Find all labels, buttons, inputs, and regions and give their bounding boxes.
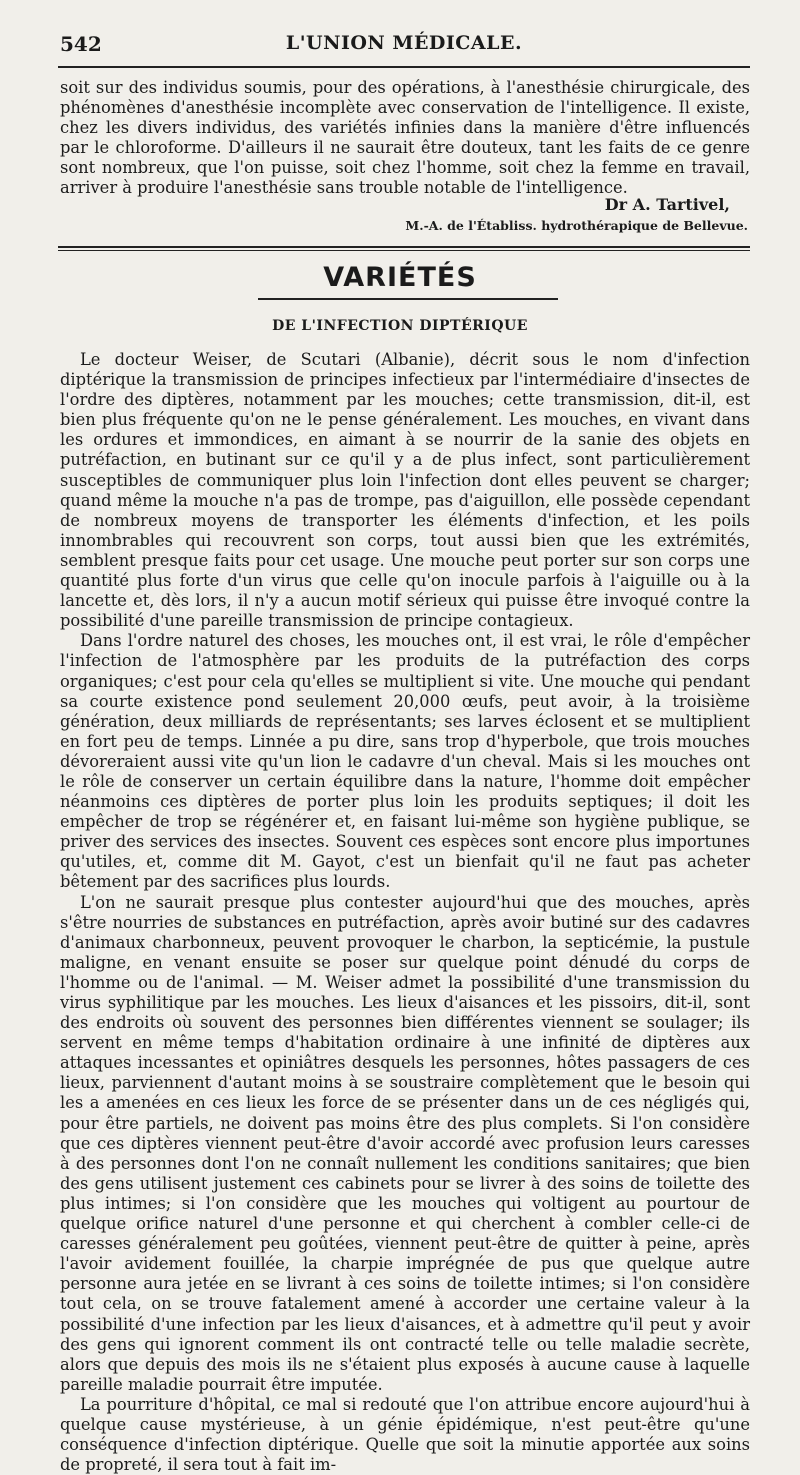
journal-title: L'UNION MÉDICALE. xyxy=(285,32,523,54)
article-title: DE L'INFECTION DIPTÉRIQUE xyxy=(272,318,528,334)
section-short-rule xyxy=(258,298,558,300)
page-header xyxy=(60,30,748,60)
page-number: 542 xyxy=(60,32,102,56)
section-rule-top xyxy=(58,246,750,248)
signature-name: Dr A. Tartivel, xyxy=(604,195,730,214)
signature-affiliation: M.-A. de l'Établiss. hydrothérapique de Bellevue. xyxy=(405,218,748,233)
intro-paragraph: soit sur des individus soumis, pour des opérations, à l'anesthésie chirurgicale, des phénomènes d'anesthésie incomplète avec conservation de l'intelligence. Il existe, chez les divers individus, des variétés infinies dans la manière d'être influencés par le chloroforme. D'ailleurs il ne saurait être douteux, tant les faits de ce genre sont nombreux, que l'on puisse, soit chez l'homme, soit chez la femme en travail, arriver à produire l'anesthésie sans trouble notable de l'intelligence. xyxy=(60,78,750,198)
article-paragraph: Dans l'ordre naturel des choses, les mouches ont, il est vrai, le rôle d'empêcher l'infection de l'atmosphère par les produits de la putréfaction des corps organiques; c'est pour cela qu'elles se multiplient si vite. Une mouche qui pendant sa courte existence pond seulement 20,000 œufs, peut avoir, à la troisième génération, deux milliards de représentants; ses larves éclosent et se multiplient en fort peu de temps. Linnée a pu dire, sans trop d'hyperbole, que trois mouches dévoreraient aussi vite qu'un lion le cadavre d'un cheval. Mais si les mouches ont le rôle de conserver un certain équilibre dans la nature, l'homme doit empêcher néanmoins ces diptères de porter plus loin les produits septiques; il doit les empêcher de trop se régénérer et, en faisant lui-même son hygiène publique, se priver des services des insectes. Souvent ces espèces sont encore plus importunes qu'utiles, et, comme dit M. Gayot, c'est un bienfait qu'il ne faut pas acheter bêtement par des sacrifices plus lourds. xyxy=(60,631,750,892)
header-rule xyxy=(58,66,750,68)
section-rule-bottom xyxy=(58,250,750,251)
article-paragraph: Le docteur Weiser, de Scutari (Albanie), décrit sous le nom d'infection diptérique la transmission de principes infectieux par l'intermédiaire d'insectes de l'ordre des diptères, notamment par les mouches; cette transmission, dit-il, est bien plus fréquente qu'on ne le pense généralement. Les mouches, en vivant dans les ordures et immondices, en aimant à se nourrir de la sanie des objets en putréfaction, en butinant sur ce qu'il y a de plus infect, sont particulièrement susceptibles de communiquer plus loin l'infection dont elles peuvent se charger; quand même la mouche n'a pas de trompe, pas d'aiguillon, elle possède cependant de nombreux moyens de transporter les éléments d'infection, et les poils innombrables qui recouvrent son corps, tout aussi bien que les extrémités, semblent presque faits pour cet usage. Une mouche peut porter sur son corps une quantité plus forte d'un virus que celle qu'on inocule parfois à l'aiguille ou à la lancette et, dès lors, il n'y a aucun motif sérieux qui puisse être invoqué contre la possibilité d'une pareille transmission de principe contagieux. xyxy=(60,350,750,631)
intro-text xyxy=(60,78,750,199)
article-body xyxy=(60,350,750,1475)
article-paragraph: L'on ne saurait presque plus contester aujourd'hui que des mouches, après s'être nourries de substances en putréfaction, après avoir butiné sur des cadavres d'animaux charbonneux, peuvent provoquer le charbon, la septicémie, la pustule maligne, en venant ensuite se poser sur quelque point dénudé du corps de l'homme ou de l'animal. — M. Weiser admet la possibilité d'une transmission du virus syphilitique par les mouches. Les lieux d'aisances et les pissoirs, dit-il, sont des endroits où souvent des personnes bien différentes viennent se soulager; ils servent en même temps d'habitation ordinaire à une infinité de diptères aux attaques incessantes et opiniâtres desquels les personnes, hôtes passagers de ces lieux, parviennent d'autant moins à se soustraire complètement que le besoin qui les a amenées en ces lieux les force de se présenter dans un de ces négligés qui, pour être partiels, ne doivent pas moins être des plus complets. Si l'on considère que ces diptères viennent peut-être d'avoir accordé avec profusion leurs caresses à des personnes dont l'on ne connaît nullement les conditions sanitaires; que bien des gens utilisent justement ces cabinets pour se livrer à des soins de toilette des plus intimes; si l'on considère que les mouches qui voltigent au pourtour de quelque orifice naturel d'une personne et qui cherchent à combler celle-ci de caresses généralement peu goûtées, viennent peut-être de quitter à peine, après l'avoir avidement fouillée, la charpie imprégnée de pus que quelque autre personne aura jetée en se livrant à ces soins de toilette intimes; si l'on considère tout cela, on se trouve fatalement amené à accorder une certaine valeur à la possibilité d'une infection par les lieux d'aisances, et à admettre qu'il peut y avoir des gens qui ignorent comment ils ont contracté telle ou telle maladie secrète, alors que depuis des mois ils ne s'étaient plus exposés à aucune cause à laquelle pareille maladie pourrait être imputée. xyxy=(60,892,750,1394)
section-title: VARIÉTÉS xyxy=(323,262,477,293)
article-paragraph: La pourriture d'hôpital, ce mal si redouté que l'on attribue encore aujourd'hui à quelque cause mystérieuse, à un génie épidémique, n'est peut-être qu'une conséquence d'infection diptérique. Quelle que soit la minutie apportée aux soins de propreté, il sera tout à fait im- xyxy=(60,1394,750,1475)
